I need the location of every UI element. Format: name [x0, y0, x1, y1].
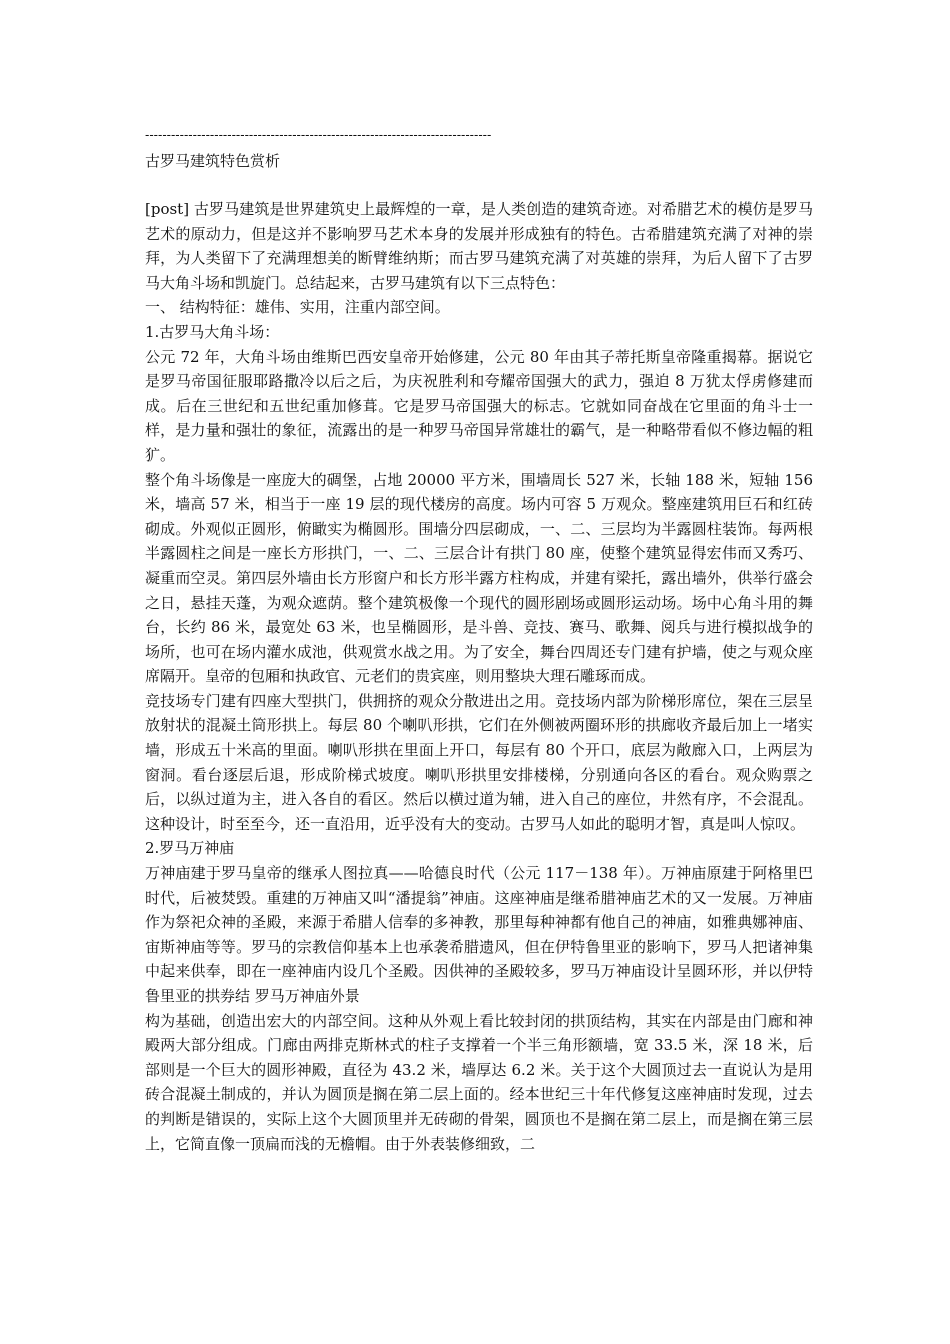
colosseum-paragraph-2: 整个角斗场像是一座庞大的碉堡，占地 20000 平方米，围墙周长 527 米，长轴 188 米，短轴 156 米，墙高 57 米，相当于一座 19 层的现代楼房的高度。场内可容 5 万观众。整座建筑用巨石和红砖砌成。外观似正圆形，俯瞰实为椭圆形。围墙分四层砌成，一、二、三层均为半露圆柱装饰。每两根半露圆柱之间是一座长方形拱门，一、二、三层合计有拱门 80 座，使整个建筑显得宏伟而又秀巧、凝重而空灵。第四层外墙由长方形窗户和长方形半露方柱构成，并建有梁托，露出墙外，供举行盛会之日，悬挂天蓬，为观众遮荫。整个建筑极像一个现代的圆形剧场或圆形运动场。场中心角斗用的舞台，长约 86 米，最宽处 63 米，也呈椭圆形，是斗兽、竞技、赛马、歌舞、阅兵与进行模拟战争的场所，也可在场内灌水成池，供观赏水战之用。为了安全，舞台四周还专门建有护墙，使之与观众座席隔开。皇帝的包厢和执政官、元老们的贵宾座，则用整块大理石雕琢而成。 [145, 470, 813, 686]
colosseum-paragraph-3: 竞技场专门建有四座大型拱门，供拥挤的观众分散进出之用。竞技场内部为阶梯形席位，架在三层呈放射状的混凝土筒形拱上。每层 80 个喇叭形拱，它们在外侧被两圈环形的拱廊收齐最后加上一堵实墙，形成五十米高的里面。喇叭形拱在里面上开口，每层有 80 个开口，底层为敞廊入口，上两层为窗洞。看台逐层后退，形成阶梯式坡度。喇叭形拱里安排楼梯，分别通向各区的看台。观众购票之后，以纵过道为主，进入各自的看区。然后以横过道为辅，进入自己的座位，井然有序，不会混乱。这种设计，时至至今，还一直沿用，近乎没有大的变动。古罗马人如此的聪明才智，真是叫人惊叹。 [145, 691, 813, 833]
pantheon-paragraph-1: 万神庙建于罗马皇帝的继承人图拉真——哈德良时代（公元 117－138 年）。万神庙原建于阿格里巴时代，后被焚毁。重建的万神庙又叫“潘提翁”神庙。这座神庙是继希腊神庙艺术的又一发展。万神庙作为祭祀众神的圣殿，来源于希腊人信奉的多神教，那里每种神都有他自己的神庙，如雅典娜神庙、宙斯神庙等等。罗马的宗教信仰基本上也承袭希腊遗风，但在伊特鲁里亚的影响下，罗马人把诸神集中起来供奉，即在一座神庙内设几个圣殿。因供神的圣殿较多，罗马万神庙设计呈圆环形，并以伊特鲁里亚的拱券结 罗马万神庙外景 [145, 864, 813, 1005]
document-page [145, 124, 813, 1156]
section-heading: 一、 结构特征：雄伟、实用，注重内部空间。 [145, 298, 450, 317]
colosseum-paragraph-1: 公元 72 年，大角斗场由维斯巴西安皇帝开始修建，公元 80 年由其子蒂托斯皇帝隆重揭幕。据说它是罗马帝国征服耶路撒冷以后之后，为庆祝胜利和夸耀帝国强大的武力，强迫 8 万犹太俘虏修建而成。后在三世纪和五世纪重加修葺。它是罗马帝国强大的标志。它就如同奋战在它里面的角斗士一样，是力量和强壮的象征，流露出的是一种罗马帝国异常雄壮的霸气，是一种略带看似不修边幅的粗犷。 [145, 347, 813, 464]
intro-paragraph: [post] 古罗马建筑是世界建筑史上最辉煌的一章，是人类创造的建筑奇迹。对希腊艺术的模仿是罗马艺术的原动力，但是这并不影响罗马艺术本身的发展并形成独有的特色。古希腊建筑充满了对神的崇拜，为人类留下了充满理想美的断臂维纳斯；而古罗马建筑充满了对英雄的崇拜，为后人留下了古罗马大角斗场和凯旋门。总结起来，古罗马建筑有以下三点特色： [145, 200, 813, 292]
pantheon-heading: 2.罗马万神庙 [145, 839, 235, 858]
colosseum-heading: 1.古罗马大角斗场： [145, 322, 280, 341]
blank-line [145, 173, 813, 197]
document-title: 古罗马建筑特色赏析 [145, 152, 281, 170]
separator-line: -------------------------------------------------------------------------------- [145, 127, 492, 142]
pantheon-paragraph-2: 构为基础，创造出宏大的内部空间。这种从外观上看比较封闭的拱顶结构，其实在内部是由门廊和神殿两大部分组成。门廊由两排克斯林式的柱子支撑着一个半三角形额墙，宽 33.5 米，深 18 米，后部则是一个巨大的圆形神殿，直径为 43.2 米，墙厚达 6.2 米。关于这个大圆顶过去一直说认为是用砖合混凝土制成的，并认为圆顶是搁在第二层上面的。经本世纪三十年代修复这座神庙时发现，过去的判断是错误的，实际上这个大圆顶里并无砖砌的骨架，圆顶也不是搁在第二层上，而是搁在第三层上，它简直像一顶扁而浅的无檐帽。由于外表装修细致，二 [145, 1011, 813, 1153]
